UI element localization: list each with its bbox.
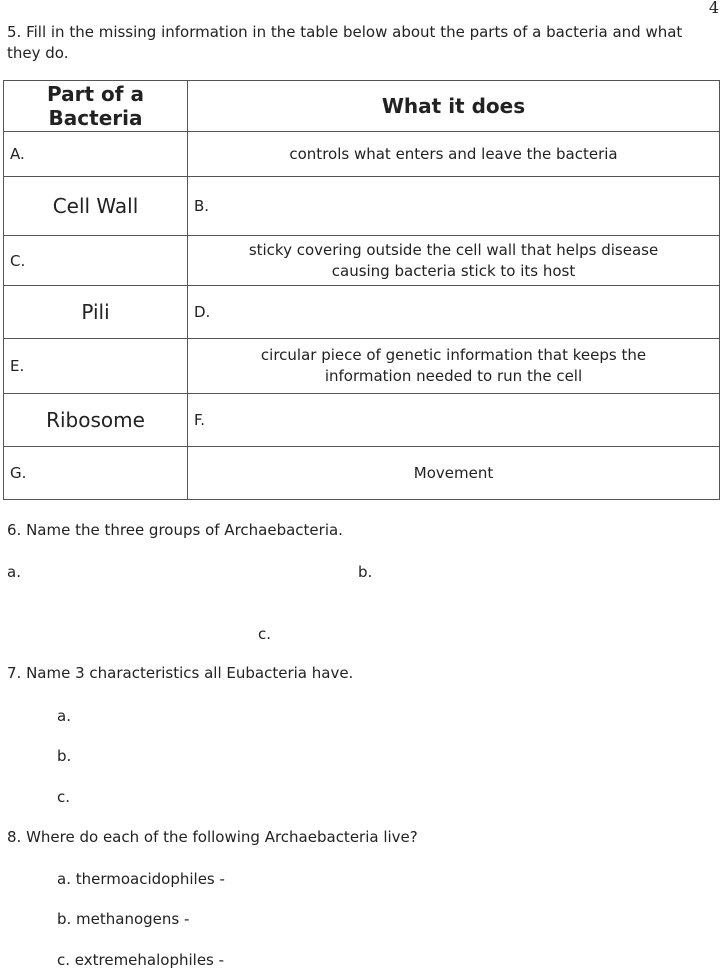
function-cell: controls what enters and leave the bacteria <box>188 132 720 177</box>
part-cell[interactable]: E. <box>4 339 188 394</box>
q6-answer-c[interactable]: c. <box>258 625 272 643</box>
function-cell[interactable]: F. <box>188 394 720 447</box>
header-part: Part of a Bacteria <box>4 81 188 132</box>
part-cell: Cell Wall <box>4 177 188 236</box>
header-function: What it does <box>188 81 720 132</box>
part-cell[interactable]: G. <box>4 447 188 500</box>
table-row <box>4 447 720 500</box>
question-8-prompt: 8. Where do each of the following Archaebacteria live? <box>7 828 418 846</box>
table-row <box>4 132 720 177</box>
bacteria-parts-table <box>3 80 720 500</box>
q6-answer-b[interactable]: b. <box>358 563 373 581</box>
page-number: 4 <box>708 0 719 17</box>
table-row <box>4 236 720 286</box>
question-5-prompt: 5. Fill in the missing information in the table below about the parts of a bacteria and what they do. <box>7 23 683 62</box>
question-7-prompt: 7. Name 3 characteristics all Eubacteria have. <box>7 664 354 682</box>
function-cell: circular piece of genetic information that keeps the information needed to run the cell <box>188 339 720 394</box>
function-cell[interactable]: D. <box>188 286 720 339</box>
q6-answer-a[interactable]: a. <box>7 563 21 581</box>
q7-answer-c[interactable]: c. <box>57 788 71 806</box>
q8-answer-b[interactable]: b. methanogens - <box>57 910 190 928</box>
table-row <box>4 339 720 394</box>
table-header-row <box>4 81 720 132</box>
table-row <box>4 286 720 339</box>
q8-answer-c[interactable]: c. extremehalophiles - <box>57 951 225 969</box>
table-row <box>4 177 720 236</box>
part-cell[interactable]: C. <box>4 236 188 286</box>
question-6-prompt: 6. Name the three groups of Archaebacteria. <box>7 521 343 539</box>
table-row <box>4 394 720 447</box>
q8-answer-a[interactable]: a. thermoacidophiles - <box>57 870 225 888</box>
function-cell[interactable]: B. <box>188 177 720 236</box>
function-cell: Movement <box>188 447 720 500</box>
part-cell[interactable]: A. <box>4 132 188 177</box>
q7-answer-a[interactable]: a. <box>57 707 71 725</box>
part-cell: Ribosome <box>4 394 188 447</box>
part-cell: Pili <box>4 286 188 339</box>
function-cell: sticky covering outside the cell wall that helps disease causing bacteria stick to its host <box>188 236 720 286</box>
q7-answer-b[interactable]: b. <box>57 747 72 765</box>
